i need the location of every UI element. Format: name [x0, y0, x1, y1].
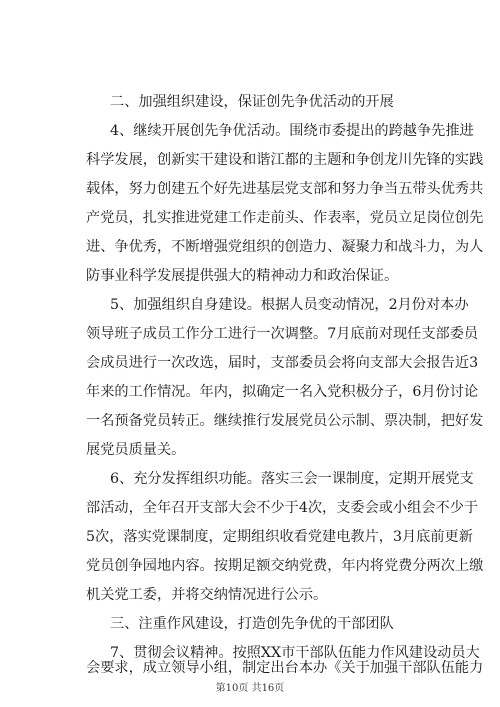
paragraph-line: 进、争优秀，不断增强党组织的创造力、凝聚力和战斗力，为人	[86, 239, 484, 255]
paragraph-line: 7、贯彻会议精神。按照XX市干部队伍能力作风建设动员大	[110, 645, 480, 661]
paragraph-line: 领导班子成员工作分工进行一次调整。7月底前对现任支部委员	[86, 326, 479, 342]
paragraph-line: 机关党工委，并将交纳情况进行公示。	[86, 587, 328, 603]
paragraph-line: 会成员进行一次改选，届时，支部委员会将向支部大会报告近3	[86, 355, 479, 371]
paragraph-line: 一名预备党员转正。继续推行发展党员公示制、票决制，把好发	[86, 413, 484, 429]
page-footer: 第10页 共16页	[215, 683, 285, 694]
paragraph-line: 展党员质量关。	[86, 442, 186, 458]
paragraph-line: 4、继续开展创先争优活动。围绕市委提出的跨越争先推进	[110, 123, 474, 139]
paragraph-line: 党员创争园地内容。按期足额交纳党费，年内将党费分两次上缴	[86, 558, 484, 574]
paragraph-line: 产党员，扎实推进党建工作走前头、作表率，党员立足岗位创先	[86, 210, 484, 226]
paragraph-line: 防事业科学发展提供强大的精神动力和政治保证。	[86, 268, 399, 284]
paragraph-line: 5次，落实党课制度，定期组织收看党建电教片，3月底前更新	[86, 529, 473, 545]
paragraph-line: 载体，努力创建五个好先进基层党支部和努力争当五带头优秀共	[86, 181, 484, 197]
paragraph-line: 5、加强组织自身建设。根据人员变动情况，2月份对本办	[110, 297, 469, 313]
paragraph-line: 部活动，全年召开支部大会不少于4次，支委会或小组会不少于	[86, 500, 479, 516]
paragraph-line: 会要求，成立领导小组，制定出台本办《关于加强干部队伍能力	[86, 660, 484, 676]
paragraph-line: 科学发展，创新实干建设和谐江都的主题和争创龙川先锋的实践	[86, 152, 484, 168]
section-heading-2: 二、加强组织建设，保证创先争优活动的开展	[110, 94, 394, 110]
paragraph-line: 6、充分发挥组织功能。落实三会一课制度，定期开展党支	[110, 471, 474, 487]
section-heading-3: 三、注重作风建设，打造创先争优的干部团队	[110, 616, 394, 632]
paragraph-line: 年来的工作情况。年内，拟确定一名入党积极分子，6月份讨论	[86, 384, 479, 400]
